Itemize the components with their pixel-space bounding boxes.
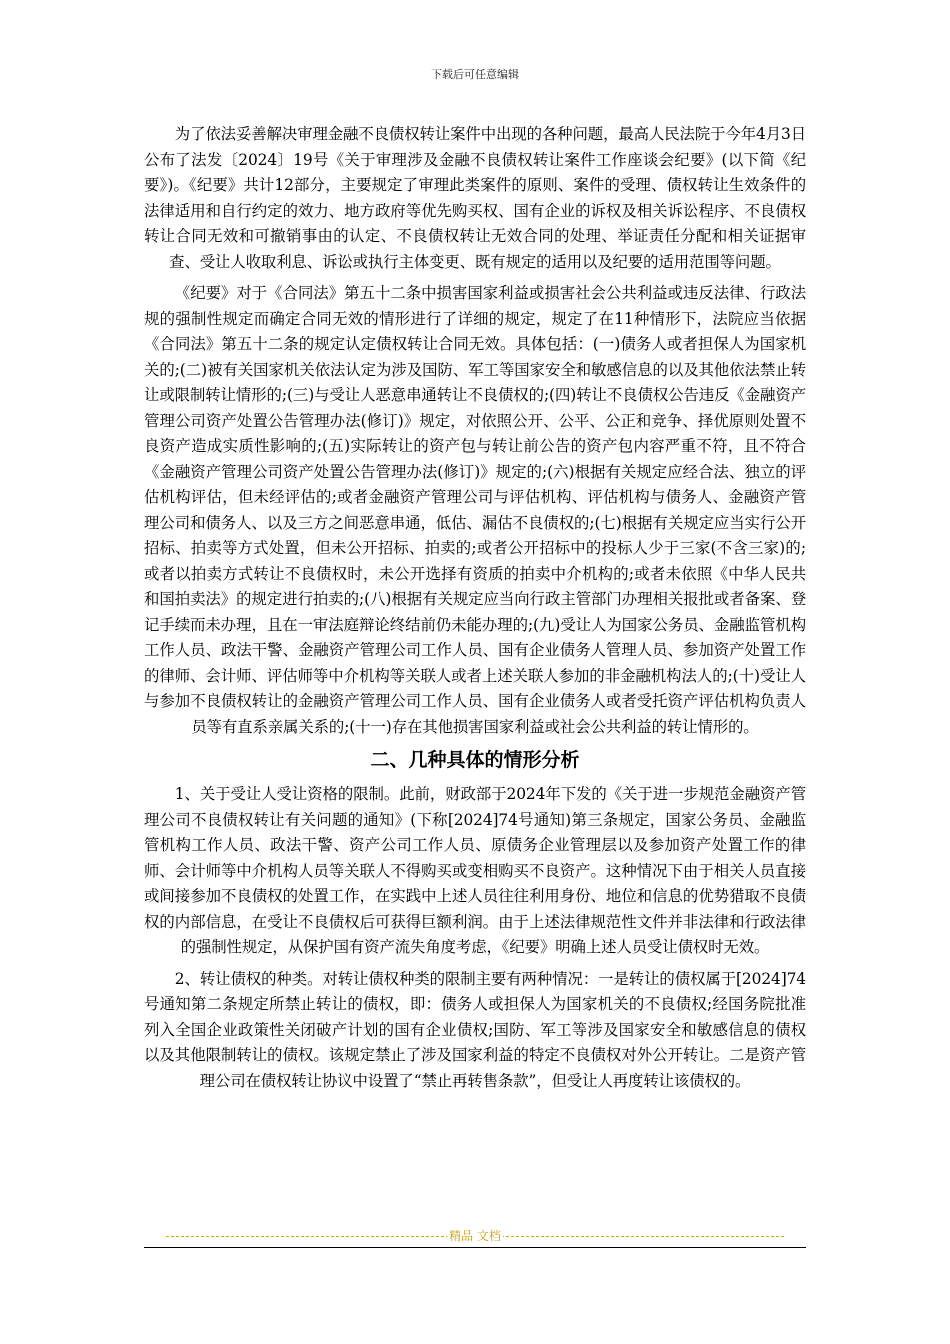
paragraph-intro: 为了依法妥善解决审理金融不良债权转让案件中出现的各种问题，最高人民法院于今年4月3日公布了法发〔2024〕19号《关于审理涉及金融不良债权转让案件工作座谈会纪要》(以下简《纪要》)。《纪要》共计12部分，主要规定了审理此类案件的原则、案件的受理、债权转让生效条件的法律适用和自行约定的效力、地方政府等优先购买权、国有企业的诉权及相关诉讼程序、不良债权转让合同无效和可撤销事由的认定、不良债权转让无效合同的处理、举证责任分配和相关证据审查、受让人收取利息、诉讼或执行主体变更、既有规定的适用以及纪要的适用范围等问题。 xyxy=(144,125,806,271)
document-body xyxy=(144,122,806,1100)
section-heading: 二、几种具体的情形分析 xyxy=(370,749,580,771)
footer-rule xyxy=(144,1247,806,1248)
header-note: 下载后可任意编辑 xyxy=(431,68,519,81)
page-footer xyxy=(144,1228,806,1248)
paragraph-claim-types: 2、转让债权的种类。对转让债权种类的限制主要有两种情况：一是转让的债权属于[2024]74号通知第二条规定所禁止转让的债权，即：债务人或担保人为国家机关的不良债权;经国务院批准列入全国企业政策性关闭破产计划的国有企业债权;国防、军工等涉及国家安全和敏感信息的债权以及其他限制转让的债权。该规定禁止了涉及国家利益的特定不良债权对外公开转让。二是资产管理公司在债权转让协议中设置了“禁止再转售条款”，但受让人再度转让该债权的。 xyxy=(144,969,806,1090)
paragraph-transferee-qualification: 1、关于受让人受让资格的限制。此前，财政部于2024年下发的《关于进一步规范金融资产管理公司不良债权转让有关问题的通知》(下称[2024]74号通知)第三条规定，国家公务员、金融监管机构工作人员、政法干警、资产公司工作人员、原债务企业管理层以及参加资产处置工作的律师、会计师等中介机构人员等关联人不得购买或变相购买不良资产。这种情况下由于相关人员直接或间接参加不良债权的处置工作，在实践中上述人员往往利用身份、地位和信息的优势猎取不良债权的内部信息，在受让不良债权后可获得巨额利润。由于上述法律规范性文件并非法律和行政法律的强制性规定，从保护国有资产流失角度考虑，《纪要》明确上述人员受让债权时无效。 xyxy=(144,785,806,956)
footer-label: 精品 文档 xyxy=(449,1229,501,1243)
footer-dashed-line xyxy=(144,1228,806,1244)
paragraph-invalid-cases: 《纪要》对于《合同法》第五十二条中损害国家利益或损害社会公共利益或违反法律、行政法规的强制性规定而确定合同无效的情形进行了详细的规定，规定了在11种情形下，法院应当依据《合同法》第五十二条的规定认定债权转让合同无效。具体包括：(一)债务人或者担保人为国家机关的;(二)被有关国家机关依法认定为涉及国防、军工等国家安全和敏感信息的以及其他依法禁止转让或限制转让情形的;(三)与受让人恶意串通转让不良债权的;(四)转让不良债权公告违反《金融资产管理公司资产处置公告管理办法(修订)》规定，对依照公开、公平、公正和竞争、择优原则处置不良资产造成实质性影响的;(五)实际转让的资产包与转让前公告的资产包内容严重不符，且不符合《金融资产管理公司资产处置公告管理办法(修订)》规定的;(六)根据有关规定应经合法、独立的评估机构评估，但未经评估的;或者金融资产管理公司与评估机构、评估机构与债务人、金融资产管理公司和债务人、以及三方之间恶意串通，低估、漏估不良债权的;(七)根据有关规定应当实行公开招标、拍卖等方式处置，但未公开招标、拍卖的;或者公开招标中的投标人少于三家(不含三家)的;或者以拍卖方式转让不良债权时，未公开选择有资质的拍卖中介机构的;或者未依照《中华人民共和国拍卖法》的规定进行拍卖的;(八)根据有关规定应当向行政主管部门办理相关报批或者备案、登记手续而未办理，且在一审法庭辩论终结前仍未能办理的;(九)受让人为国家公务员、金融监管机构工作人员、政法干警、金融资产管理公司工作人员、国有企业债务人管理人员、参加资产处置工作的律师、会计师、评估师等中介机构等关联人或者上述关联人参加的非金融机构法人的;(十)受让人与参加不良债权转让的金融资产管理公司工作人员、国有企业债务人或者受托资产评估机构负责人员等有直系亲属关系的;(十一)存在其他损害国家利益或社会公共利益的转让情形的。 xyxy=(144,284,806,736)
